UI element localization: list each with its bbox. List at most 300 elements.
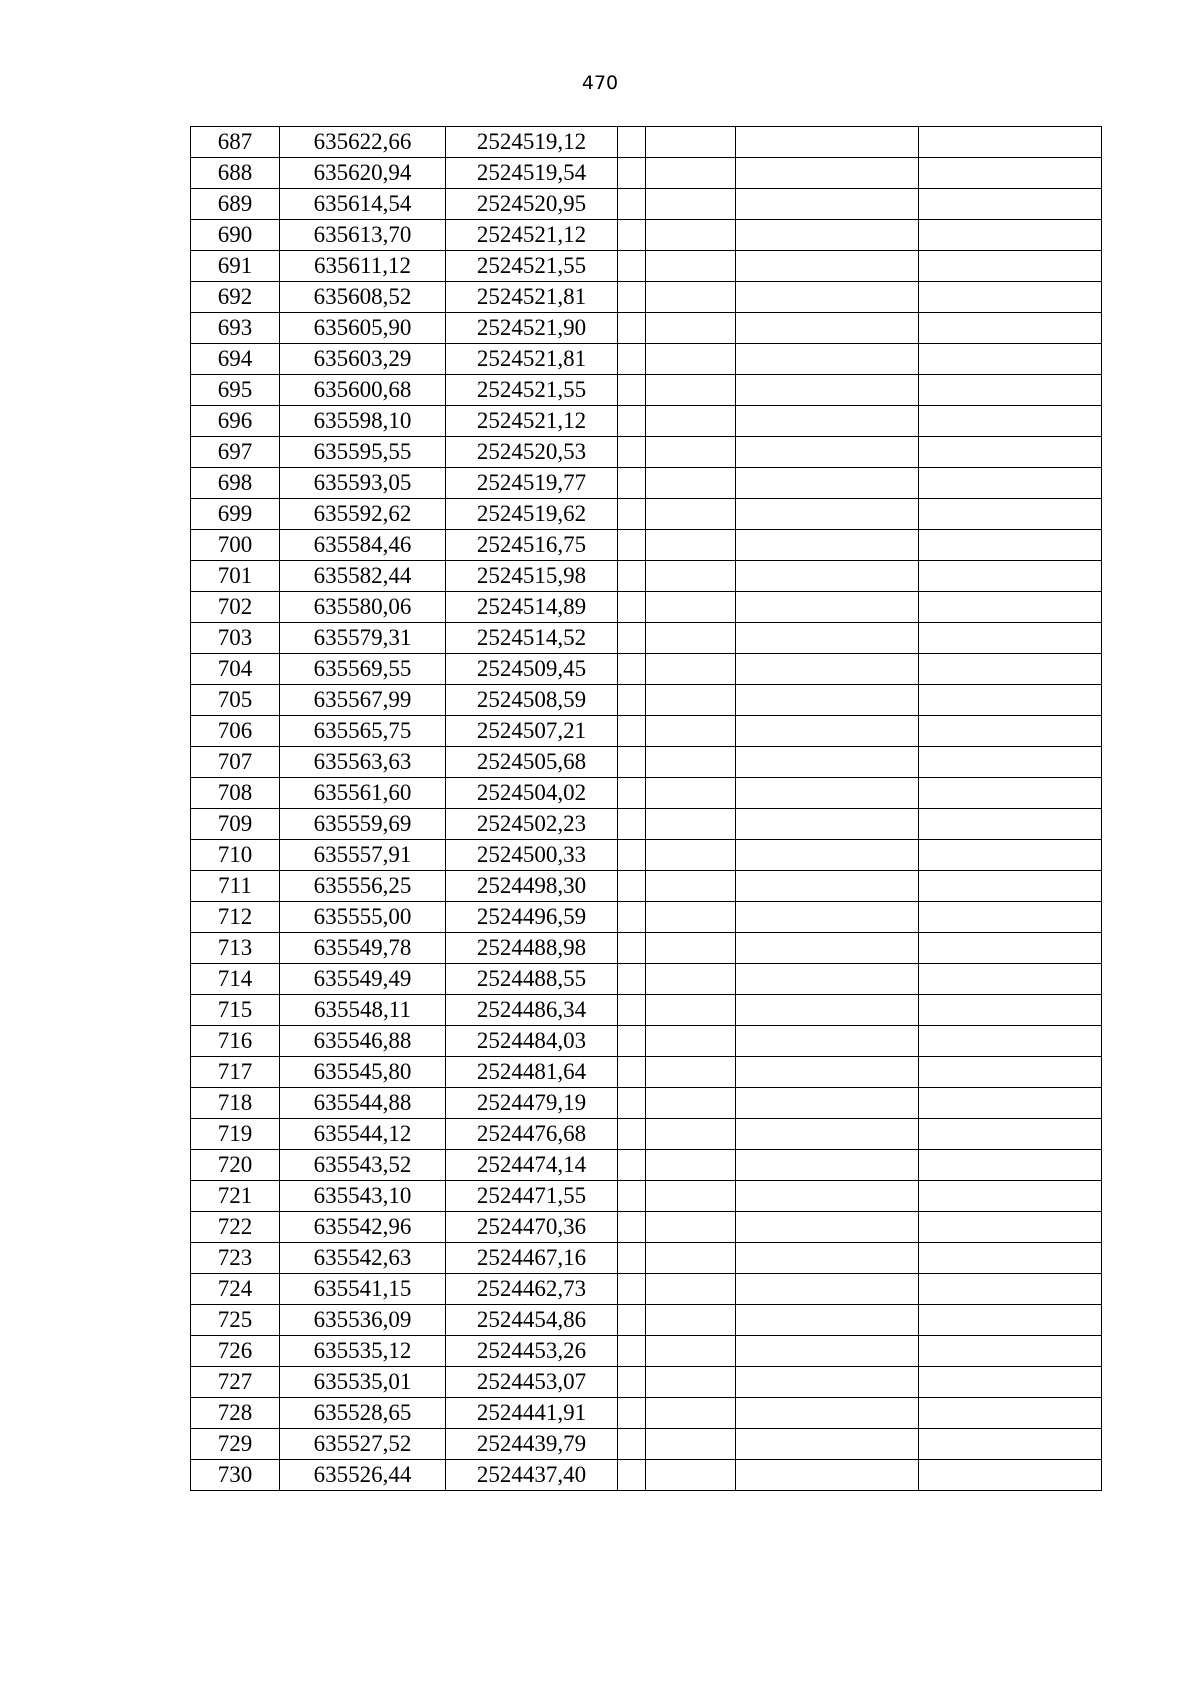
x-coordinate-cell: 635613,70 <box>280 220 446 251</box>
empty-cell <box>646 220 736 251</box>
empty-cell <box>919 437 1102 468</box>
empty-cell <box>646 437 736 468</box>
empty-cell <box>618 1429 646 1460</box>
y-coordinate-cell: 2524471,55 <box>446 1181 618 1212</box>
table-row <box>191 1274 1102 1305</box>
x-coordinate-cell: 635556,25 <box>280 871 446 902</box>
empty-cell <box>618 1057 646 1088</box>
empty-cell <box>919 871 1102 902</box>
table-row <box>191 1367 1102 1398</box>
x-coordinate-cell: 635549,49 <box>280 964 446 995</box>
empty-cell <box>919 1429 1102 1460</box>
empty-cell <box>618 685 646 716</box>
empty-cell <box>736 840 919 871</box>
empty-cell <box>618 1460 646 1491</box>
table-row <box>191 1212 1102 1243</box>
empty-cell <box>618 716 646 747</box>
x-coordinate-cell: 635541,15 <box>280 1274 446 1305</box>
empty-cell <box>646 623 736 654</box>
empty-cell <box>736 1026 919 1057</box>
empty-cell <box>736 220 919 251</box>
x-coordinate-cell: 635559,69 <box>280 809 446 840</box>
y-coordinate-cell: 2524502,23 <box>446 809 618 840</box>
empty-cell <box>618 1305 646 1336</box>
empty-cell <box>646 1181 736 1212</box>
empty-cell <box>919 995 1102 1026</box>
table-row <box>191 1150 1102 1181</box>
table-row <box>191 1057 1102 1088</box>
empty-cell <box>919 778 1102 809</box>
point-number-cell: 688 <box>191 158 280 189</box>
empty-cell <box>919 1026 1102 1057</box>
y-coordinate-cell: 2524521,81 <box>446 344 618 375</box>
empty-cell <box>646 964 736 995</box>
empty-cell <box>646 468 736 499</box>
empty-cell <box>919 282 1102 313</box>
y-coordinate-cell: 2524505,68 <box>446 747 618 778</box>
table-row <box>191 840 1102 871</box>
y-coordinate-cell: 2524520,53 <box>446 437 618 468</box>
y-coordinate-cell: 2524476,68 <box>446 1119 618 1150</box>
coordinates-table <box>190 126 1102 1491</box>
empty-cell <box>618 1336 646 1367</box>
y-coordinate-cell: 2524521,90 <box>446 313 618 344</box>
empty-cell <box>646 1367 736 1398</box>
empty-cell <box>736 1243 919 1274</box>
empty-cell <box>646 654 736 685</box>
empty-cell <box>736 964 919 995</box>
empty-cell <box>618 1150 646 1181</box>
empty-cell <box>919 654 1102 685</box>
x-coordinate-cell: 635567,99 <box>280 685 446 716</box>
x-coordinate-cell: 635565,75 <box>280 716 446 747</box>
empty-cell <box>646 778 736 809</box>
empty-cell <box>736 375 919 406</box>
empty-cell <box>736 995 919 1026</box>
x-coordinate-cell: 635563,63 <box>280 747 446 778</box>
table-row <box>191 127 1102 158</box>
y-coordinate-cell: 2524521,12 <box>446 406 618 437</box>
x-coordinate-cell: 635528,65 <box>280 1398 446 1429</box>
empty-cell <box>618 592 646 623</box>
y-coordinate-cell: 2524437,40 <box>446 1460 618 1491</box>
empty-cell <box>919 840 1102 871</box>
table-row <box>191 1305 1102 1336</box>
x-coordinate-cell: 635582,44 <box>280 561 446 592</box>
point-number-cell: 697 <box>191 437 280 468</box>
empty-cell <box>736 499 919 530</box>
empty-cell <box>646 1243 736 1274</box>
empty-cell <box>618 530 646 561</box>
empty-cell <box>736 406 919 437</box>
table-row <box>191 1460 1102 1491</box>
x-coordinate-cell: 635614,54 <box>280 189 446 220</box>
empty-cell <box>618 189 646 220</box>
point-number-cell: 703 <box>191 623 280 654</box>
empty-cell <box>618 282 646 313</box>
point-number-cell: 720 <box>191 1150 280 1181</box>
y-coordinate-cell: 2524508,59 <box>446 685 618 716</box>
point-number-cell: 696 <box>191 406 280 437</box>
empty-cell <box>736 1460 919 1491</box>
empty-cell <box>919 499 1102 530</box>
empty-cell <box>919 685 1102 716</box>
empty-cell <box>646 282 736 313</box>
x-coordinate-cell: 635593,05 <box>280 468 446 499</box>
empty-cell <box>618 778 646 809</box>
y-coordinate-cell: 2524467,16 <box>446 1243 618 1274</box>
table-row <box>191 592 1102 623</box>
point-number-cell: 707 <box>191 747 280 778</box>
y-coordinate-cell: 2524521,55 <box>446 375 618 406</box>
x-coordinate-cell: 635544,88 <box>280 1088 446 1119</box>
table-row <box>191 778 1102 809</box>
empty-cell <box>618 1181 646 1212</box>
point-number-cell: 693 <box>191 313 280 344</box>
table-row <box>191 747 1102 778</box>
empty-cell <box>736 561 919 592</box>
point-number-cell: 698 <box>191 468 280 499</box>
table-row <box>191 468 1102 499</box>
empty-cell <box>919 1212 1102 1243</box>
point-number-cell: 687 <box>191 127 280 158</box>
point-number-cell: 695 <box>191 375 280 406</box>
x-coordinate-cell: 635608,52 <box>280 282 446 313</box>
y-coordinate-cell: 2524481,64 <box>446 1057 618 1088</box>
table-row <box>191 282 1102 313</box>
empty-cell <box>736 1398 919 1429</box>
y-coordinate-cell: 2524479,19 <box>446 1088 618 1119</box>
point-number-cell: 692 <box>191 282 280 313</box>
point-number-cell: 702 <box>191 592 280 623</box>
empty-cell <box>919 1398 1102 1429</box>
x-coordinate-cell: 635620,94 <box>280 158 446 189</box>
point-number-cell: 719 <box>191 1119 280 1150</box>
empty-cell <box>618 437 646 468</box>
empty-cell <box>618 406 646 437</box>
y-coordinate-cell: 2524500,33 <box>446 840 618 871</box>
empty-cell <box>919 530 1102 561</box>
table-row <box>191 530 1102 561</box>
x-coordinate-cell: 635600,68 <box>280 375 446 406</box>
empty-cell <box>736 1119 919 1150</box>
point-number-cell: 705 <box>191 685 280 716</box>
empty-cell <box>646 902 736 933</box>
point-number-cell: 722 <box>191 1212 280 1243</box>
table-row <box>191 1336 1102 1367</box>
y-coordinate-cell: 2524519,62 <box>446 499 618 530</box>
y-coordinate-cell: 2524462,73 <box>446 1274 618 1305</box>
empty-cell <box>919 561 1102 592</box>
x-coordinate-cell: 635569,55 <box>280 654 446 685</box>
point-number-cell: 723 <box>191 1243 280 1274</box>
point-number-cell: 725 <box>191 1305 280 1336</box>
point-number-cell: 706 <box>191 716 280 747</box>
empty-cell <box>736 747 919 778</box>
y-coordinate-cell: 2524439,79 <box>446 1429 618 1460</box>
y-coordinate-cell: 2524474,14 <box>446 1150 618 1181</box>
empty-cell <box>646 1026 736 1057</box>
empty-cell <box>618 158 646 189</box>
x-coordinate-cell: 635542,96 <box>280 1212 446 1243</box>
empty-cell <box>618 840 646 871</box>
point-number-cell: 718 <box>191 1088 280 1119</box>
empty-cell <box>736 344 919 375</box>
empty-cell <box>618 561 646 592</box>
empty-cell <box>736 778 919 809</box>
y-coordinate-cell: 2524521,81 <box>446 282 618 313</box>
y-coordinate-cell: 2524498,30 <box>446 871 618 902</box>
empty-cell <box>646 809 736 840</box>
point-number-cell: 729 <box>191 1429 280 1460</box>
empty-cell <box>919 251 1102 282</box>
table-row <box>191 1429 1102 1460</box>
x-coordinate-cell: 635535,12 <box>280 1336 446 1367</box>
table-row <box>191 1026 1102 1057</box>
x-coordinate-cell: 635611,12 <box>280 251 446 282</box>
x-coordinate-cell: 635555,00 <box>280 902 446 933</box>
empty-cell <box>919 716 1102 747</box>
y-coordinate-cell: 2524496,59 <box>446 902 618 933</box>
point-number-cell: 701 <box>191 561 280 592</box>
x-coordinate-cell: 635542,63 <box>280 1243 446 1274</box>
x-coordinate-cell: 635527,52 <box>280 1429 446 1460</box>
empty-cell <box>919 1336 1102 1367</box>
point-number-cell: 691 <box>191 251 280 282</box>
empty-cell <box>618 1088 646 1119</box>
empty-cell <box>646 530 736 561</box>
y-coordinate-cell: 2524519,54 <box>446 158 618 189</box>
empty-cell <box>618 375 646 406</box>
empty-cell <box>736 809 919 840</box>
empty-cell <box>919 127 1102 158</box>
y-coordinate-cell: 2524514,89 <box>446 592 618 623</box>
empty-cell <box>919 809 1102 840</box>
coordinates-table-body <box>191 127 1102 1491</box>
empty-cell <box>919 1181 1102 1212</box>
empty-cell <box>646 189 736 220</box>
empty-cell <box>646 375 736 406</box>
x-coordinate-cell: 635544,12 <box>280 1119 446 1150</box>
table-row <box>191 902 1102 933</box>
empty-cell <box>618 127 646 158</box>
y-coordinate-cell: 2524521,12 <box>446 220 618 251</box>
table-row <box>191 313 1102 344</box>
empty-cell <box>646 1088 736 1119</box>
y-coordinate-cell: 2524516,75 <box>446 530 618 561</box>
empty-cell <box>736 654 919 685</box>
y-coordinate-cell: 2524488,55 <box>446 964 618 995</box>
empty-cell <box>618 251 646 282</box>
x-coordinate-cell: 635548,11 <box>280 995 446 1026</box>
table-row <box>191 871 1102 902</box>
empty-cell <box>919 313 1102 344</box>
point-number-cell: 704 <box>191 654 280 685</box>
empty-cell <box>736 1088 919 1119</box>
point-number-cell: 710 <box>191 840 280 871</box>
empty-cell <box>646 344 736 375</box>
point-number-cell: 711 <box>191 871 280 902</box>
point-number-cell: 717 <box>191 1057 280 1088</box>
empty-cell <box>618 344 646 375</box>
empty-cell <box>736 437 919 468</box>
table-row <box>191 716 1102 747</box>
empty-cell <box>919 1460 1102 1491</box>
x-coordinate-cell: 635549,78 <box>280 933 446 964</box>
table-row <box>191 685 1102 716</box>
y-coordinate-cell: 2524507,21 <box>446 716 618 747</box>
empty-cell <box>618 1026 646 1057</box>
y-coordinate-cell: 2524484,03 <box>446 1026 618 1057</box>
y-coordinate-cell: 2524470,36 <box>446 1212 618 1243</box>
empty-cell <box>919 592 1102 623</box>
x-coordinate-cell: 635545,80 <box>280 1057 446 1088</box>
table-row <box>191 189 1102 220</box>
empty-cell <box>736 1429 919 1460</box>
table-row <box>191 933 1102 964</box>
empty-cell <box>646 1398 736 1429</box>
empty-cell <box>618 1212 646 1243</box>
empty-cell <box>919 1243 1102 1274</box>
y-coordinate-cell: 2524504,02 <box>446 778 618 809</box>
y-coordinate-cell: 2524486,34 <box>446 995 618 1026</box>
point-number-cell: 715 <box>191 995 280 1026</box>
y-coordinate-cell: 2524519,12 <box>446 127 618 158</box>
point-number-cell: 700 <box>191 530 280 561</box>
empty-cell <box>618 1119 646 1150</box>
x-coordinate-cell: 635543,52 <box>280 1150 446 1181</box>
empty-cell <box>736 871 919 902</box>
empty-cell <box>919 1119 1102 1150</box>
empty-cell <box>736 158 919 189</box>
point-number-cell: 690 <box>191 220 280 251</box>
empty-cell <box>646 995 736 1026</box>
empty-cell <box>919 1367 1102 1398</box>
empty-cell <box>646 1057 736 1088</box>
x-coordinate-cell: 635561,60 <box>280 778 446 809</box>
y-coordinate-cell: 2524521,55 <box>446 251 618 282</box>
empty-cell <box>736 685 919 716</box>
y-coordinate-cell: 2524453,07 <box>446 1367 618 1398</box>
y-coordinate-cell: 2524519,77 <box>446 468 618 499</box>
empty-cell <box>736 313 919 344</box>
y-coordinate-cell: 2524515,98 <box>446 561 618 592</box>
empty-cell <box>919 902 1102 933</box>
empty-cell <box>736 1367 919 1398</box>
empty-cell <box>618 468 646 499</box>
empty-cell <box>618 902 646 933</box>
empty-cell <box>646 251 736 282</box>
empty-cell <box>618 1274 646 1305</box>
point-number-cell: 728 <box>191 1398 280 1429</box>
empty-cell <box>919 1150 1102 1181</box>
y-coordinate-cell: 2524453,26 <box>446 1336 618 1367</box>
point-number-cell: 714 <box>191 964 280 995</box>
empty-cell <box>736 1336 919 1367</box>
empty-cell <box>736 1212 919 1243</box>
empty-cell <box>646 1429 736 1460</box>
x-coordinate-cell: 635535,01 <box>280 1367 446 1398</box>
x-coordinate-cell: 635580,06 <box>280 592 446 623</box>
x-coordinate-cell: 635598,10 <box>280 406 446 437</box>
empty-cell <box>646 1305 736 1336</box>
table-row <box>191 437 1102 468</box>
empty-cell <box>919 468 1102 499</box>
x-coordinate-cell: 635557,91 <box>280 840 446 871</box>
y-coordinate-cell: 2524520,95 <box>446 189 618 220</box>
y-coordinate-cell: 2524454,86 <box>446 1305 618 1336</box>
table-row <box>191 964 1102 995</box>
point-number-cell: 713 <box>191 933 280 964</box>
empty-cell <box>646 840 736 871</box>
empty-cell <box>736 530 919 561</box>
empty-cell <box>618 654 646 685</box>
empty-cell <box>646 406 736 437</box>
empty-cell <box>618 809 646 840</box>
x-coordinate-cell: 635603,29 <box>280 344 446 375</box>
x-coordinate-cell: 635584,46 <box>280 530 446 561</box>
empty-cell <box>646 561 736 592</box>
empty-cell <box>646 313 736 344</box>
empty-cell <box>919 964 1102 995</box>
table-row <box>191 654 1102 685</box>
empty-cell <box>618 995 646 1026</box>
empty-cell <box>919 1057 1102 1088</box>
table-row <box>191 344 1102 375</box>
table-row <box>191 623 1102 654</box>
empty-cell <box>646 1274 736 1305</box>
empty-cell <box>618 933 646 964</box>
empty-cell <box>646 685 736 716</box>
empty-cell <box>646 1460 736 1491</box>
empty-cell <box>646 933 736 964</box>
empty-cell <box>646 747 736 778</box>
empty-cell <box>736 933 919 964</box>
point-number-cell: 709 <box>191 809 280 840</box>
y-coordinate-cell: 2524488,98 <box>446 933 618 964</box>
empty-cell <box>618 623 646 654</box>
empty-cell <box>919 747 1102 778</box>
point-number-cell: 712 <box>191 902 280 933</box>
empty-cell <box>736 468 919 499</box>
table-row <box>191 561 1102 592</box>
empty-cell <box>919 1305 1102 1336</box>
empty-cell <box>736 189 919 220</box>
x-coordinate-cell: 635546,88 <box>280 1026 446 1057</box>
table-row <box>191 1243 1102 1274</box>
empty-cell <box>618 964 646 995</box>
point-number-cell: 727 <box>191 1367 280 1398</box>
table-row <box>191 406 1102 437</box>
x-coordinate-cell: 635592,62 <box>280 499 446 530</box>
empty-cell <box>646 1150 736 1181</box>
empty-cell <box>736 282 919 313</box>
empty-cell <box>736 902 919 933</box>
point-number-cell: 694 <box>191 344 280 375</box>
empty-cell <box>919 344 1102 375</box>
empty-cell <box>618 747 646 778</box>
table-row <box>191 1119 1102 1150</box>
point-number-cell: 689 <box>191 189 280 220</box>
table-row <box>191 251 1102 282</box>
empty-cell <box>646 127 736 158</box>
x-coordinate-cell: 635536,09 <box>280 1305 446 1336</box>
empty-cell <box>646 1119 736 1150</box>
point-number-cell: 726 <box>191 1336 280 1367</box>
page-number: 470 <box>581 72 619 94</box>
x-coordinate-cell: 635622,66 <box>280 127 446 158</box>
x-coordinate-cell: 635579,31 <box>280 623 446 654</box>
